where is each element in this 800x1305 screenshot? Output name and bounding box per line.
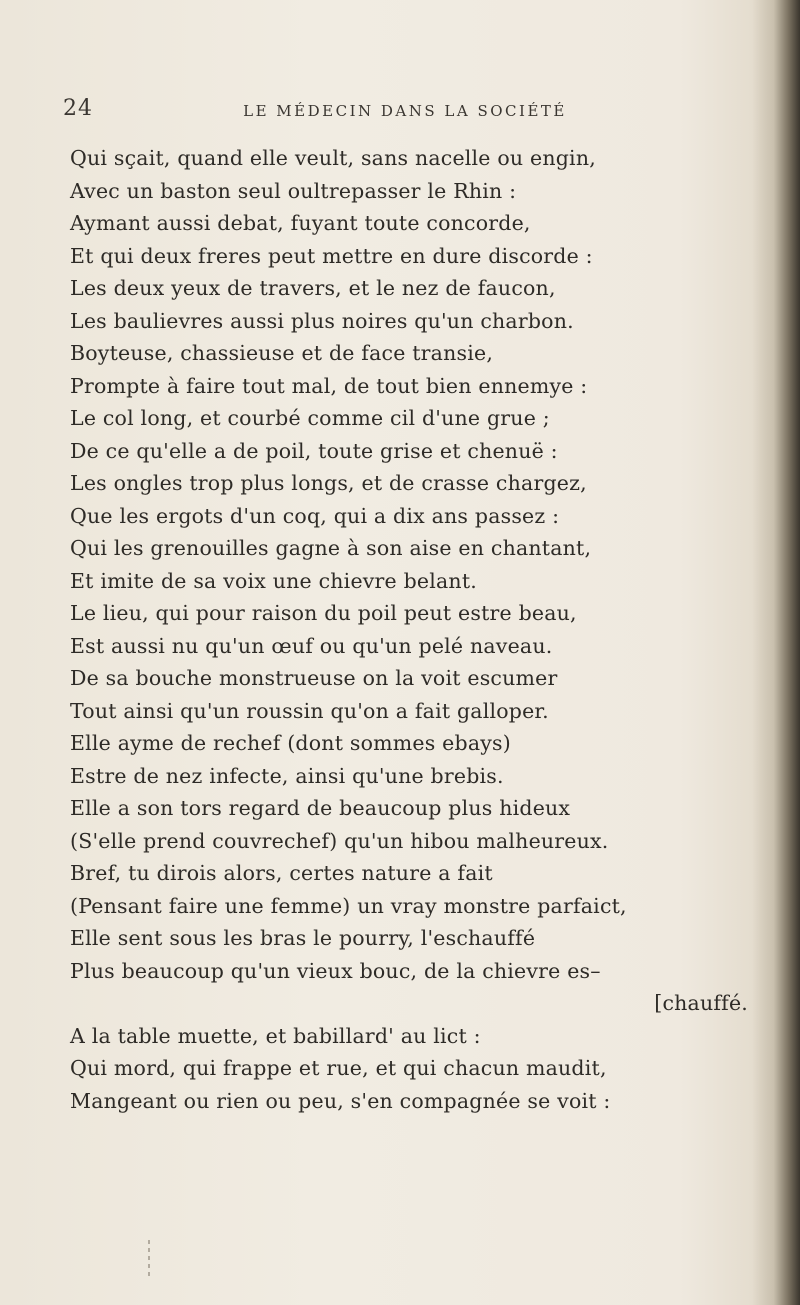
poem-line: Qui mord, qui frappe et rue, et qui chacun maudit, [70, 1056, 607, 1080]
poem-line: Le lieu, qui pour raison du poil peut estre beau, [70, 601, 577, 625]
poem-line: De ce qu'elle a de poil, toute grise et chenuë : [70, 438, 558, 463]
poem-line-continuation: [chauffé. [654, 991, 748, 1015]
poem-line: Qui sçait, quand elle veult, sans nacelle ou engin, [70, 146, 596, 170]
poem-line: Tout ainsi qu'un roussin qu'on a fait galloper. [70, 698, 549, 723]
poem-line: Avec un baston seul oultrepasser le Rhin : [70, 178, 517, 203]
poem-line: Bref, tu dirois alors, certes nature a fait [70, 861, 493, 885]
poem-line: Boyteuse, chassieuse et de face transie, [70, 341, 494, 365]
poem-line: Mangeant ou rien ou peu, s'en compagnée se voit : [70, 1088, 611, 1113]
poem-line: Elle a son tors regard de beaucoup plus hideux [70, 796, 571, 820]
running-title: LE MÉDECIN DANS LA SOCIÉTÉ [243, 102, 567, 120]
page-header [0, 96, 800, 126]
poem-line: Qui les grenouilles gagne à son aise en chantant, [70, 536, 592, 560]
poem-line: Est aussi nu qu'un œuf ou qu'un pelé naveau. [70, 633, 553, 658]
poem-line: A la table muette, et babillard' au lict : [70, 1023, 481, 1048]
poem-line: Plus beaucoup qu'un vieux bouc, de la chievre es– [70, 958, 601, 983]
page-number: 24 [63, 96, 93, 121]
poem-text [70, 142, 750, 1117]
poem-line: Et qui deux freres peut mettre en dure discorde : [70, 243, 593, 268]
paper-mark [148, 1240, 150, 1280]
poem-line: Les ongles trop plus longs, et de crasse chargez, [70, 471, 587, 495]
binding-shadow [752, 0, 800, 1305]
poem-line: Elle ayme de rechef (dont sommes ebays) [70, 731, 511, 755]
poem-line: Aymant aussi debat, fuyant toute concorde, [70, 211, 531, 235]
poem-line: Et imite de sa voix une chievre belant. [70, 568, 477, 593]
poem-line: (Pensant faire une femme) un vray monstre parfaict, [70, 893, 627, 918]
poem-line: Les baulievres aussi plus noires qu'un charbon. [70, 308, 574, 333]
poem-line: Estre de nez infecte, ainsi qu'une brebis. [70, 763, 504, 788]
poem-line: Que les ergots d'un coq, qui a dix ans passez : [70, 503, 560, 528]
poem-line: De sa bouche monstrueuse on la voit escumer [70, 666, 558, 690]
poem-line: Prompte à faire tout mal, de tout bien ennemye : [70, 373, 588, 398]
poem-line: Le col long, et courbé comme cil d'une grue ; [70, 406, 550, 430]
poem-line: Les deux yeux de travers, et le nez de faucon, [70, 276, 556, 300]
poem-line: (S'elle prend couvrechef) qu'un hibou malheureux. [70, 828, 609, 853]
poem-line: Elle sent sous les bras le pourry, l'eschauffé [70, 926, 536, 950]
